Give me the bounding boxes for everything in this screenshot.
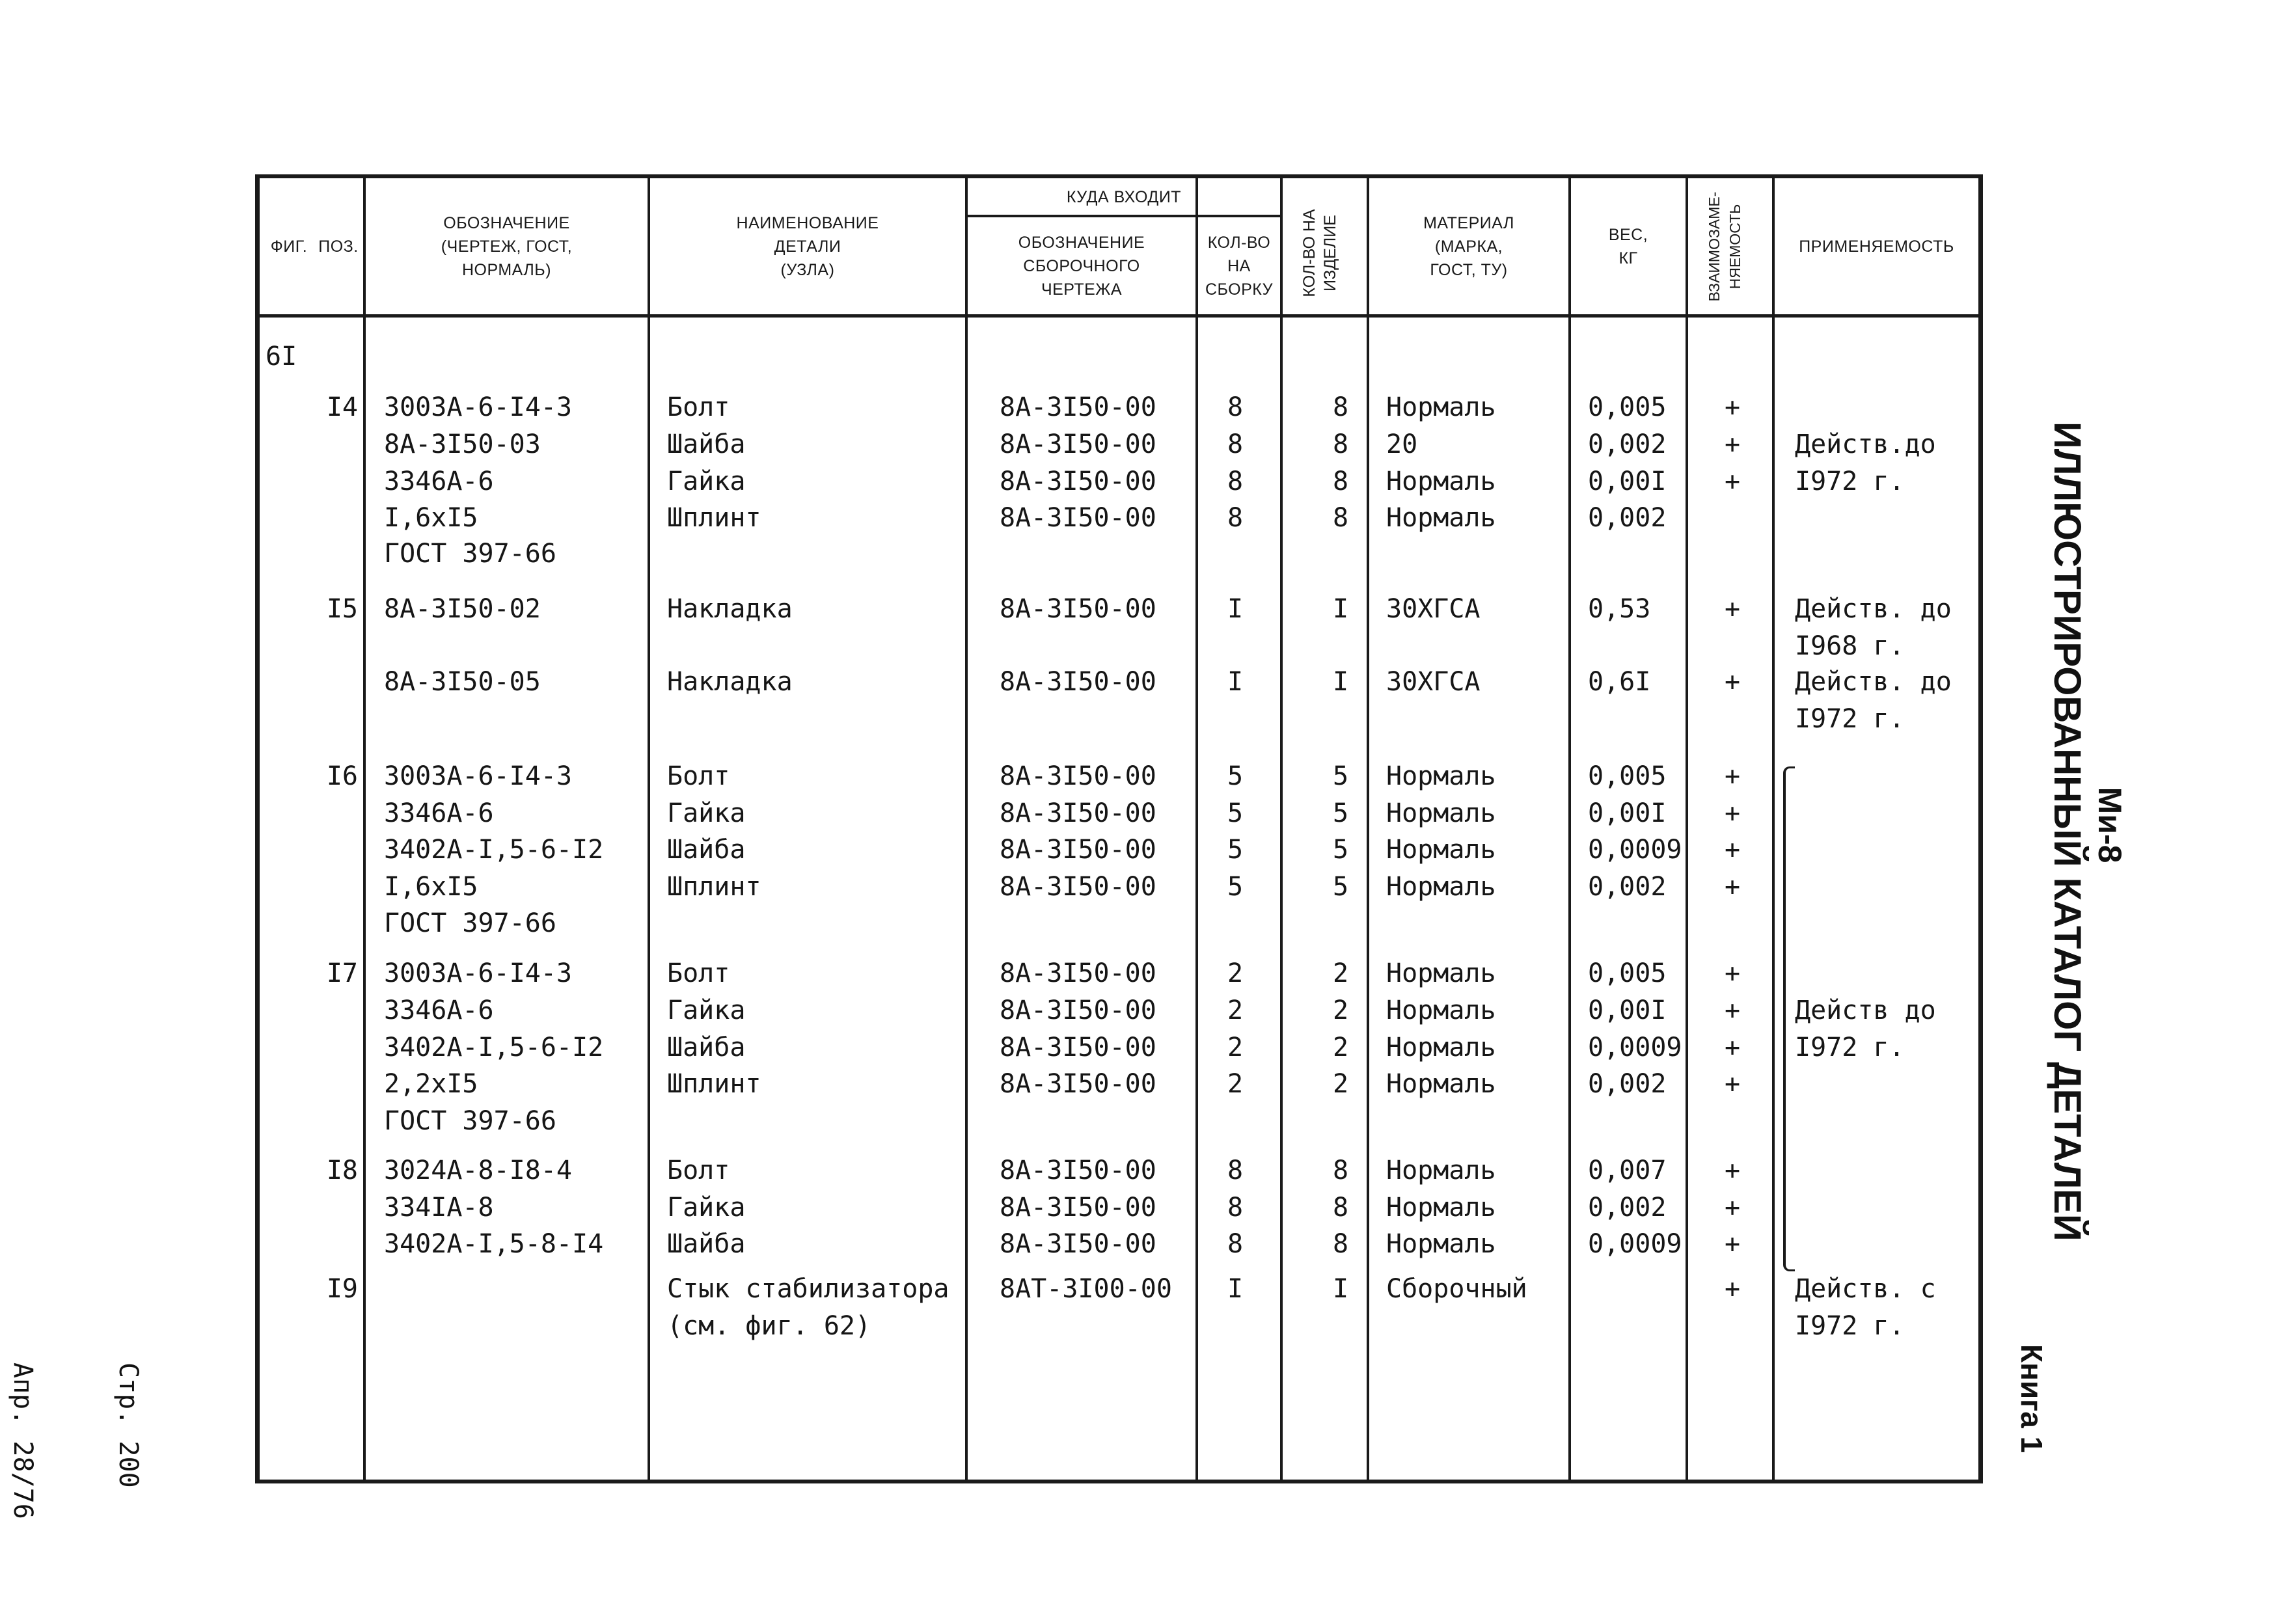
book-label: Книга 1 bbox=[2015, 1344, 2049, 1454]
cell-part-name: Шайба bbox=[667, 429, 746, 459]
cell-material: 20 bbox=[1386, 429, 1418, 459]
cell-pos-number: I6 bbox=[326, 761, 358, 791]
cell-qty-product: 8 bbox=[1332, 392, 1349, 422]
column-divider bbox=[965, 174, 968, 1483]
cell-part-name: Болт bbox=[667, 761, 730, 791]
cell-assembly-drawing: 8А-3I50-00 bbox=[1000, 429, 1156, 459]
cell-weight: 0,002 bbox=[1588, 429, 1667, 459]
cell-qty-product: I bbox=[1332, 667, 1349, 697]
cell-qty-product: 2 bbox=[1332, 995, 1349, 1025]
cell-part-name: Накладка bbox=[667, 667, 793, 697]
cell-qty-product: I bbox=[1332, 594, 1349, 624]
cell-weight: 0,53 bbox=[1588, 594, 1651, 624]
cell-qty-assembly: 2 bbox=[1227, 1033, 1244, 1062]
cell-designation: 8А-3I50-03 bbox=[384, 429, 541, 459]
cell-part-name: Шайба bbox=[667, 1229, 746, 1259]
cell-material: Нормаль bbox=[1386, 392, 1496, 422]
cell-assembly-drawing: 8АТ-3I00-00 bbox=[1000, 1274, 1172, 1304]
side-title: Ми-8 ИЛЛЮСТРИРОВАННЫЙ КАТАЛОГ ДЕТАЛЕЙ bbox=[2046, 422, 2128, 1241]
where-used-divider bbox=[965, 215, 1282, 217]
cell-applicability: Действ.до bbox=[1795, 429, 1936, 459]
cell-designation: 3003А-6-I4-3 bbox=[384, 958, 572, 988]
cell-part-name: Гайка bbox=[667, 995, 746, 1025]
cell-qty-assembly: 5 bbox=[1227, 835, 1244, 865]
cell-weight: 0,00I bbox=[1588, 995, 1667, 1025]
cell-weight: 0,005 bbox=[1588, 761, 1667, 791]
cell-weight: 0,002 bbox=[1588, 1193, 1667, 1223]
header-designation: ОБОЗНАЧЕНИЕ (ЧЕРТЕЖ, ГОСТ, НОРМАЛЬ) bbox=[441, 214, 573, 279]
column-divider bbox=[1367, 174, 1369, 1483]
cell-interchangeability: + bbox=[1724, 1193, 1741, 1223]
header-weight: ВЕС, КГ bbox=[1608, 226, 1648, 267]
cell-designation: 3402А-I,5-6-I2 bbox=[384, 835, 604, 865]
cell-applicability: Действ. до bbox=[1795, 667, 1952, 697]
cell-part-name: Шплинт bbox=[667, 872, 761, 902]
cell-applicability: I972 г. bbox=[1795, 467, 1905, 496]
cell-qty-assembly: 8 bbox=[1227, 429, 1244, 459]
header-interchangeability: ВЗАИМОЗАМЕ- НЯЕМОСТЬ bbox=[1706, 191, 1743, 302]
cell-qty-assembly: 8 bbox=[1227, 1229, 1244, 1259]
cell-pos-number: I5 bbox=[326, 594, 358, 624]
cell-weight: 0,00I bbox=[1588, 798, 1667, 828]
cell-assembly-drawing: 8А-3I50-00 bbox=[1000, 1033, 1156, 1062]
cell-qty-product: 5 bbox=[1332, 761, 1349, 791]
cell-qty-product: 8 bbox=[1332, 429, 1349, 459]
cell-interchangeability: + bbox=[1724, 467, 1741, 496]
cell-assembly-drawing: 8А-3I50-00 bbox=[1000, 503, 1156, 533]
cell-designation: 3346А-6 bbox=[384, 467, 494, 496]
cell-interchangeability: + bbox=[1724, 667, 1741, 697]
cell-qty-product: I bbox=[1332, 1274, 1349, 1304]
cell-applicability: I972 г. bbox=[1795, 1311, 1905, 1341]
cell-assembly-drawing: 8А-3I50-00 bbox=[1000, 872, 1156, 902]
cell-qty-assembly: I bbox=[1227, 1274, 1244, 1304]
header-applicability: ПРИМЕНЯЕМОСТЬ bbox=[1799, 237, 1954, 256]
header-qty-product: КОЛ-ВО НА ИЗДЕЛИЕ bbox=[1300, 209, 1339, 297]
cell-material: 30ХГСА bbox=[1386, 594, 1481, 624]
cell-weight: 0,6I bbox=[1588, 667, 1651, 697]
cell-designation: 2,2хI5 bbox=[384, 1069, 478, 1099]
cell-designation: 8А-3I50-02 bbox=[384, 594, 541, 624]
cell-interchangeability: + bbox=[1724, 1229, 1741, 1259]
cell-interchangeability: + bbox=[1724, 958, 1741, 988]
page-info: Стр. 200 Апр. 28/76 bbox=[8, 1362, 143, 1519]
cell-designation: 334IА-8 bbox=[384, 1193, 494, 1223]
cell-weight: 0,005 bbox=[1588, 958, 1667, 988]
cell-assembly-drawing: 8А-3I50-00 bbox=[1000, 1229, 1156, 1259]
cell-applicability: Действ. до bbox=[1795, 594, 1952, 624]
header-assembly-drawing: ОБОЗНАЧЕНИЕ СБОРОЧНОГО ЧЕРТЕЖА bbox=[1018, 234, 1145, 299]
cell-interchangeability: + bbox=[1724, 1069, 1741, 1099]
cell-designation: 3402А-I,5-8-I4 bbox=[384, 1229, 604, 1259]
cell-qty-assembly: 5 bbox=[1227, 798, 1244, 828]
header-qty-assembly: КОЛ-ВО НА СБОРКУ bbox=[1205, 234, 1274, 299]
cell-designation: I,6хI5 bbox=[384, 872, 478, 902]
figure-number: 6I bbox=[266, 342, 297, 372]
cell-qty-product: 8 bbox=[1332, 1229, 1349, 1259]
cell-interchangeability: + bbox=[1724, 392, 1741, 422]
cell-weight: 0,0009 bbox=[1588, 1033, 1682, 1062]
cell-qty-product: 8 bbox=[1332, 467, 1349, 496]
cell-qty-assembly: 2 bbox=[1227, 958, 1244, 988]
cell-material: Нормаль bbox=[1386, 1193, 1496, 1223]
cell-assembly-drawing: 8А-3I50-00 bbox=[1000, 798, 1156, 828]
cell-pos-number: I7 bbox=[326, 958, 358, 988]
cell-weight: 0,005 bbox=[1588, 392, 1667, 422]
cell-interchangeability: + bbox=[1724, 594, 1741, 624]
cell-material: 30ХГСА bbox=[1386, 667, 1481, 697]
cell-designation: 3003А-6-I4-3 bbox=[384, 761, 572, 791]
cell-material: Нормаль bbox=[1386, 835, 1496, 865]
cell-interchangeability: + bbox=[1724, 1156, 1741, 1185]
applicability-bracket bbox=[1783, 766, 1795, 1271]
cell-pos-number: I9 bbox=[326, 1274, 358, 1304]
cell-qty-product: 8 bbox=[1332, 1156, 1349, 1185]
cell-weight: 0,007 bbox=[1588, 1156, 1667, 1185]
cell-material: Нормаль bbox=[1386, 761, 1496, 791]
cell-material: Нормаль bbox=[1386, 958, 1496, 988]
cell-material: Нормаль bbox=[1386, 503, 1496, 533]
cell-material: Нормаль bbox=[1386, 1156, 1496, 1185]
cell-designation: ГОСТ 397-66 bbox=[384, 1106, 556, 1136]
cell-material: Нормаль bbox=[1386, 798, 1496, 828]
cell-qty-product: 8 bbox=[1332, 1193, 1349, 1223]
cell-weight: 0,0009 bbox=[1588, 835, 1682, 865]
column-divider bbox=[363, 174, 366, 1483]
cell-qty-assembly: 8 bbox=[1227, 1156, 1244, 1185]
cell-part-name: Шайба bbox=[667, 835, 746, 865]
cell-designation: 3346А-6 bbox=[384, 798, 494, 828]
cell-qty-product: 8 bbox=[1332, 503, 1349, 533]
cell-qty-assembly: I bbox=[1227, 667, 1244, 697]
cell-weight: 0,002 bbox=[1588, 1069, 1667, 1099]
cell-interchangeability: + bbox=[1724, 835, 1741, 865]
cell-material: Нормаль bbox=[1386, 872, 1496, 902]
cell-interchangeability: + bbox=[1724, 872, 1741, 902]
cell-part-name: Гайка bbox=[667, 1193, 746, 1223]
cell-qty-assembly: 8 bbox=[1227, 467, 1244, 496]
cell-qty-assembly: 2 bbox=[1227, 1069, 1244, 1099]
cell-assembly-drawing: 8А-3I50-00 bbox=[1000, 1069, 1156, 1099]
cell-material: Нормаль bbox=[1386, 467, 1496, 496]
cell-applicability: I968 г. bbox=[1795, 631, 1905, 661]
cell-part-name: Шайба bbox=[667, 1033, 746, 1062]
header-material: МАТЕРИАЛ (МАРКА, ГОСТ, ТУ) bbox=[1423, 214, 1514, 279]
cell-part-name: Болт bbox=[667, 392, 730, 422]
cell-qty-product: 2 bbox=[1332, 1069, 1349, 1099]
cell-weight: 0,00I bbox=[1588, 467, 1667, 496]
cell-interchangeability: + bbox=[1724, 1033, 1741, 1062]
cell-applicability: I972 г. bbox=[1795, 704, 1905, 734]
cell-qty-assembly: 5 bbox=[1227, 761, 1244, 791]
cell-part-name: Гайка bbox=[667, 798, 746, 828]
cell-weight: 0,002 bbox=[1588, 872, 1667, 902]
header-pos: ПОЗ. bbox=[318, 237, 359, 256]
cell-assembly-drawing: 8А-3I50-00 bbox=[1000, 835, 1156, 865]
cell-assembly-drawing: 8А-3I50-00 bbox=[1000, 995, 1156, 1025]
cell-interchangeability: + bbox=[1724, 1274, 1741, 1304]
column-divider bbox=[1568, 174, 1571, 1483]
cell-interchangeability: + bbox=[1724, 995, 1741, 1025]
cell-designation: I,6хI5 bbox=[384, 503, 478, 533]
cell-qty-product: 2 bbox=[1332, 1033, 1349, 1062]
cell-assembly-drawing: 8А-3I50-00 bbox=[1000, 667, 1156, 697]
cell-part-name: (см. фиг. 62) bbox=[667, 1311, 871, 1341]
cell-weight: 0,002 bbox=[1588, 503, 1667, 533]
cell-assembly-drawing: 8А-3I50-00 bbox=[1000, 958, 1156, 988]
cell-assembly-drawing: 8А-3I50-00 bbox=[1000, 594, 1156, 624]
cell-assembly-drawing: 8А-3I50-00 bbox=[1000, 1193, 1156, 1223]
cell-applicability: Действ до bbox=[1795, 995, 1936, 1025]
cell-assembly-drawing: 8А-3I50-00 bbox=[1000, 467, 1156, 496]
cell-assembly-drawing: 8А-3I50-00 bbox=[1000, 392, 1156, 422]
column-divider bbox=[1280, 174, 1283, 1483]
cell-designation: ГОСТ 397-66 bbox=[384, 539, 556, 569]
cell-interchangeability: + bbox=[1724, 798, 1741, 828]
cell-part-name: Болт bbox=[667, 1156, 730, 1185]
cell-designation: 3003А-6-I4-3 bbox=[384, 392, 572, 422]
cell-designation: 8А-3I50-05 bbox=[384, 667, 541, 697]
header-part-name: НАИМЕНОВАНИЕ ДЕТАЛИ (УЗЛА) bbox=[736, 214, 879, 279]
cell-qty-assembly: 2 bbox=[1227, 995, 1244, 1025]
cell-material: Нормаль bbox=[1386, 1229, 1496, 1259]
cell-applicability: Действ. с bbox=[1795, 1274, 1936, 1304]
cell-material: Нормаль bbox=[1386, 1033, 1496, 1062]
cell-qty-product: 5 bbox=[1332, 798, 1349, 828]
cell-applicability: I972 г. bbox=[1795, 1033, 1905, 1062]
cell-qty-product: 5 bbox=[1332, 872, 1349, 902]
cell-weight: 0,0009 bbox=[1588, 1229, 1682, 1259]
cell-part-name: Шплинт bbox=[667, 1069, 761, 1099]
cell-interchangeability: + bbox=[1724, 761, 1741, 791]
cell-material: Нормаль bbox=[1386, 1069, 1496, 1099]
cell-interchangeability: + bbox=[1724, 429, 1741, 459]
cell-material: Сборочный bbox=[1386, 1274, 1527, 1304]
header-fig: ФИГ. bbox=[270, 237, 308, 256]
cell-qty-assembly: 5 bbox=[1227, 872, 1244, 902]
cell-qty-product: 2 bbox=[1332, 958, 1349, 988]
column-divider bbox=[1195, 174, 1198, 1483]
cell-part-name: Болт bbox=[667, 958, 730, 988]
cell-pos-number: I4 bbox=[326, 392, 358, 422]
cell-qty-assembly: I bbox=[1227, 594, 1244, 624]
cell-part-name: Шплинт bbox=[667, 503, 761, 533]
cell-qty-product: 5 bbox=[1332, 835, 1349, 865]
cell-material: Нормаль bbox=[1386, 995, 1496, 1025]
column-divider bbox=[648, 174, 650, 1483]
column-divider bbox=[1772, 174, 1775, 1483]
cell-pos-number: I8 bbox=[326, 1156, 358, 1185]
cell-part-name: Накладка bbox=[667, 594, 793, 624]
cell-qty-assembly: 8 bbox=[1227, 503, 1244, 533]
cell-designation: 3402А-I,5-6-I2 bbox=[384, 1033, 604, 1062]
cell-part-name: Гайка bbox=[667, 467, 746, 496]
cell-designation: 3346А-6 bbox=[384, 995, 494, 1025]
cell-assembly-drawing: 8А-3I50-00 bbox=[1000, 761, 1156, 791]
cell-designation: 3024А-8-I8-4 bbox=[384, 1156, 572, 1185]
cell-designation: ГОСТ 397-66 bbox=[384, 908, 556, 938]
cell-qty-assembly: 8 bbox=[1227, 392, 1244, 422]
header-where-used: КУДА ВХОДИТ bbox=[1066, 187, 1182, 206]
cell-part-name: Стык стабилизатора bbox=[667, 1274, 949, 1304]
cell-assembly-drawing: 8А-3I50-00 bbox=[1000, 1156, 1156, 1185]
header-divider bbox=[255, 314, 1983, 318]
column-divider bbox=[1686, 174, 1688, 1483]
cell-qty-assembly: 8 bbox=[1227, 1193, 1244, 1223]
